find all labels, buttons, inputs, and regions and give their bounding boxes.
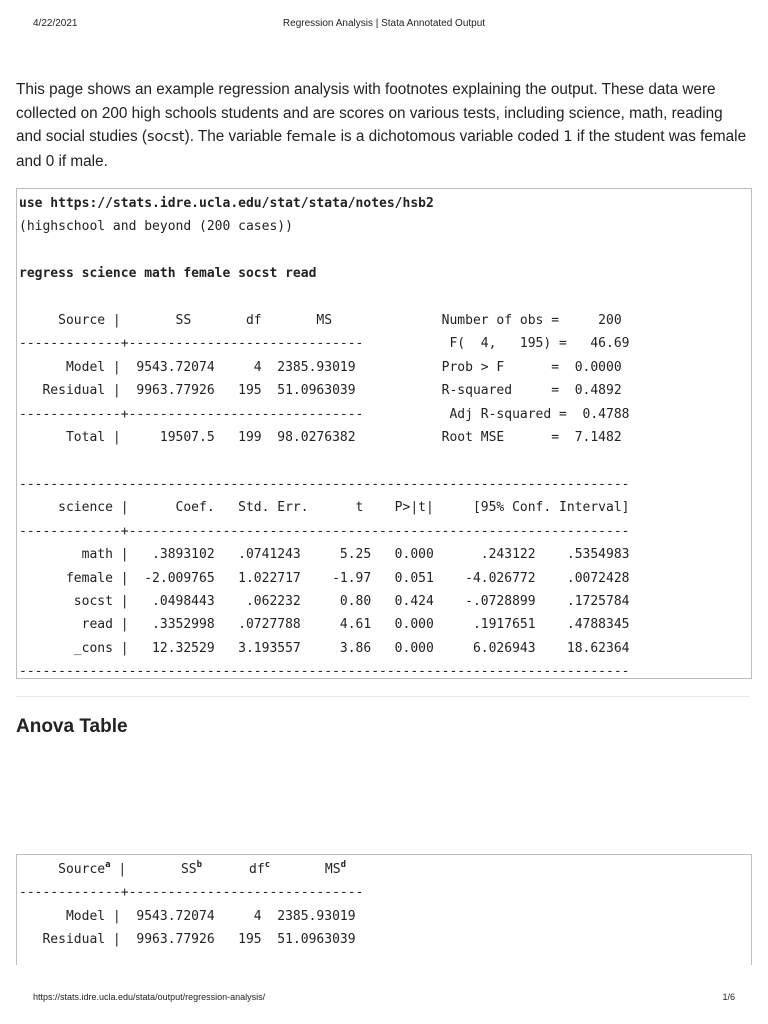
section-heading-anova: Anova Table [16, 716, 128, 737]
coef-line: math | .3893102 .0741243 5.25 0.000 .243122 .5354983 [19, 547, 630, 563]
print-date: 4/22/2021 [33, 18, 78, 29]
var-socst: socst [146, 129, 185, 145]
coef-line: female | -2.009765 1.022717 -1.97 0.051 -4.026772 .0072428 [19, 570, 630, 586]
anova-line: -------------+------------------------------ [19, 885, 364, 901]
var-female: female [286, 129, 337, 145]
intro-text-3: is a dichotomous variable coded [336, 128, 564, 145]
coef-line: science | Coef. Std. Err. t P>|t| [95% Conf. Interval] [19, 500, 630, 516]
intro-paragraph [16, 78, 752, 173]
anova-line: Model | 9543.72074 4 2385.93019 [19, 908, 356, 924]
stata-output [17, 189, 751, 679]
coef-line: read | .3352998 .0727788 4.61 0.000 .1917651 .4788345 [19, 617, 630, 633]
footnote-d: d [340, 860, 346, 870]
ms-label: MS [324, 862, 341, 877]
footnote-c: c [264, 860, 271, 870]
print-url: https://stats.idre.ucla.edu/stata/output/regression-analysis/ [33, 992, 266, 1002]
intro-text-2: ). The variable [184, 128, 287, 145]
anova-line: -------------+------------------------------ Adj R-squared = 0.4788 [19, 406, 630, 422]
anova-output: Source$^a$ | $SS^b$ $df^c$ $MS^d$ -------------+------------------------------ Model | 9543.72074 4 2385.93019 Residual | 9963.77926 195 51.0963039 [19, 860, 364, 948]
anova-output-box [16, 854, 752, 965]
footnote-a: a [105, 860, 111, 870]
coef-line: _cons | 12.32529 3.193557 3.86 0.000 6.026943 18.62364 [19, 640, 630, 656]
regress-command: regress science math female socst read [19, 266, 317, 282]
code-one: 1 [563, 129, 573, 145]
df-label: df [249, 862, 265, 877]
footnote-b: b [196, 860, 203, 870]
intro-text-4: if the student was female and 0 if male. [16, 128, 747, 170]
use-output: (highschool and beyond (200 cases)) [19, 219, 293, 235]
ss-label: SS [180, 862, 197, 877]
intro-text-1: This page shows an example regression analysis with footnotes explaining the output. These data were collected on 200 high schools students and are scores on various tests, including science, math, reading and social studies ( [16, 81, 723, 145]
anova-line: Residual | 9963.77926 195 51.0963039 R-squared = 0.4892 [19, 383, 622, 399]
coef-line: ------------------------------------------------------------------------------ [19, 476, 630, 492]
coef-line: ------------------------------------------------------------------------------ [19, 664, 630, 679]
anova-line: Total | 19507.5 199 98.0276382 Root MSE = 7.1482 [19, 430, 622, 446]
section-divider [16, 696, 750, 697]
anova-line: Source | SS df MS Number of obs = 200 [19, 313, 622, 329]
coef-line: -------------+---------------------------------------------------------------- [19, 523, 630, 539]
anova-line: -------------+------------------------------ F( 4, 195) = 46.69 [19, 336, 630, 352]
anova-line: Model | 9543.72074 4 2385.93019 Prob > F = 0.0000 [19, 359, 622, 375]
stata-output-box [16, 188, 752, 679]
coef-line: socst | .0498443 .062232 0.80 0.424 -.0728899 .1725784 [19, 593, 630, 609]
print-page-title: Regression Analysis | Stata Annotated Output [282, 18, 486, 29]
source-label: Source [58, 862, 106, 877]
use-command: use https://stats.idre.ucla.edu/stat/stata/notes/hsb2 [19, 196, 434, 211]
print-page-number: 1/6 [722, 992, 735, 1002]
anova-line: Residual | 9963.77926 195 51.0963039 [19, 932, 356, 948]
